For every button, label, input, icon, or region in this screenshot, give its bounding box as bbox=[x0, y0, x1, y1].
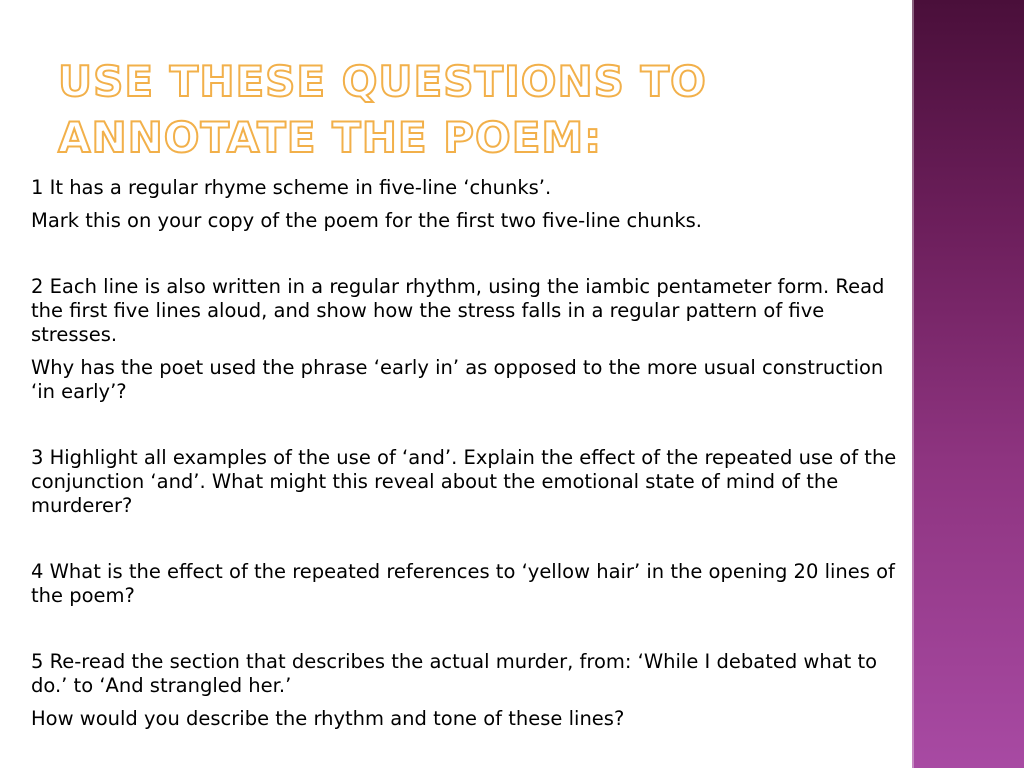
question-1-instruction: Mark this on your copy of the poem for the first two five-line chunks. bbox=[31, 209, 702, 232]
question-2-followup: Why has the poet used the phrase ‘early in’ as opposed to the more usual construction ‘in early’? bbox=[31, 356, 884, 403]
question-4-text: 4 What is the effect of the repeated references to ‘yellow hair’ in the opening 20 lines of the poem? bbox=[31, 560, 895, 607]
question-3-text: 3 Highlight all examples of the use of ‘and’. Explain the effect of the repeated use of the conjunction ‘and’. What might this reveal about the emotional state of mind of the murderer? bbox=[31, 446, 897, 517]
title-line-2: ANNOTATE THE POEM: bbox=[58, 113, 602, 162]
question-2-text: 2 Each line is also written in a regular rhythm, using the iambic pentameter form. Read the first five lines aloud, and show how the stress falls in a regular pattern of five stresses. bbox=[31, 275, 885, 346]
question-5-followup: How would you describe the rhythm and tone of these lines? bbox=[31, 707, 625, 730]
slide-title bbox=[58, 54, 878, 166]
question-5-text: 5 Re-read the section that describes the actual murder, from: ‘While I debated what to do.’ to ‘And strangled her.’ bbox=[31, 650, 878, 697]
question-1-text: 1 It has a regular rhyme scheme in five-line ‘chunks’. bbox=[31, 176, 552, 199]
decorative-side-bar bbox=[912, 0, 1024, 768]
title-line-1: USE THESE QUESTIONS TO bbox=[58, 57, 707, 106]
question-list bbox=[31, 176, 909, 731]
